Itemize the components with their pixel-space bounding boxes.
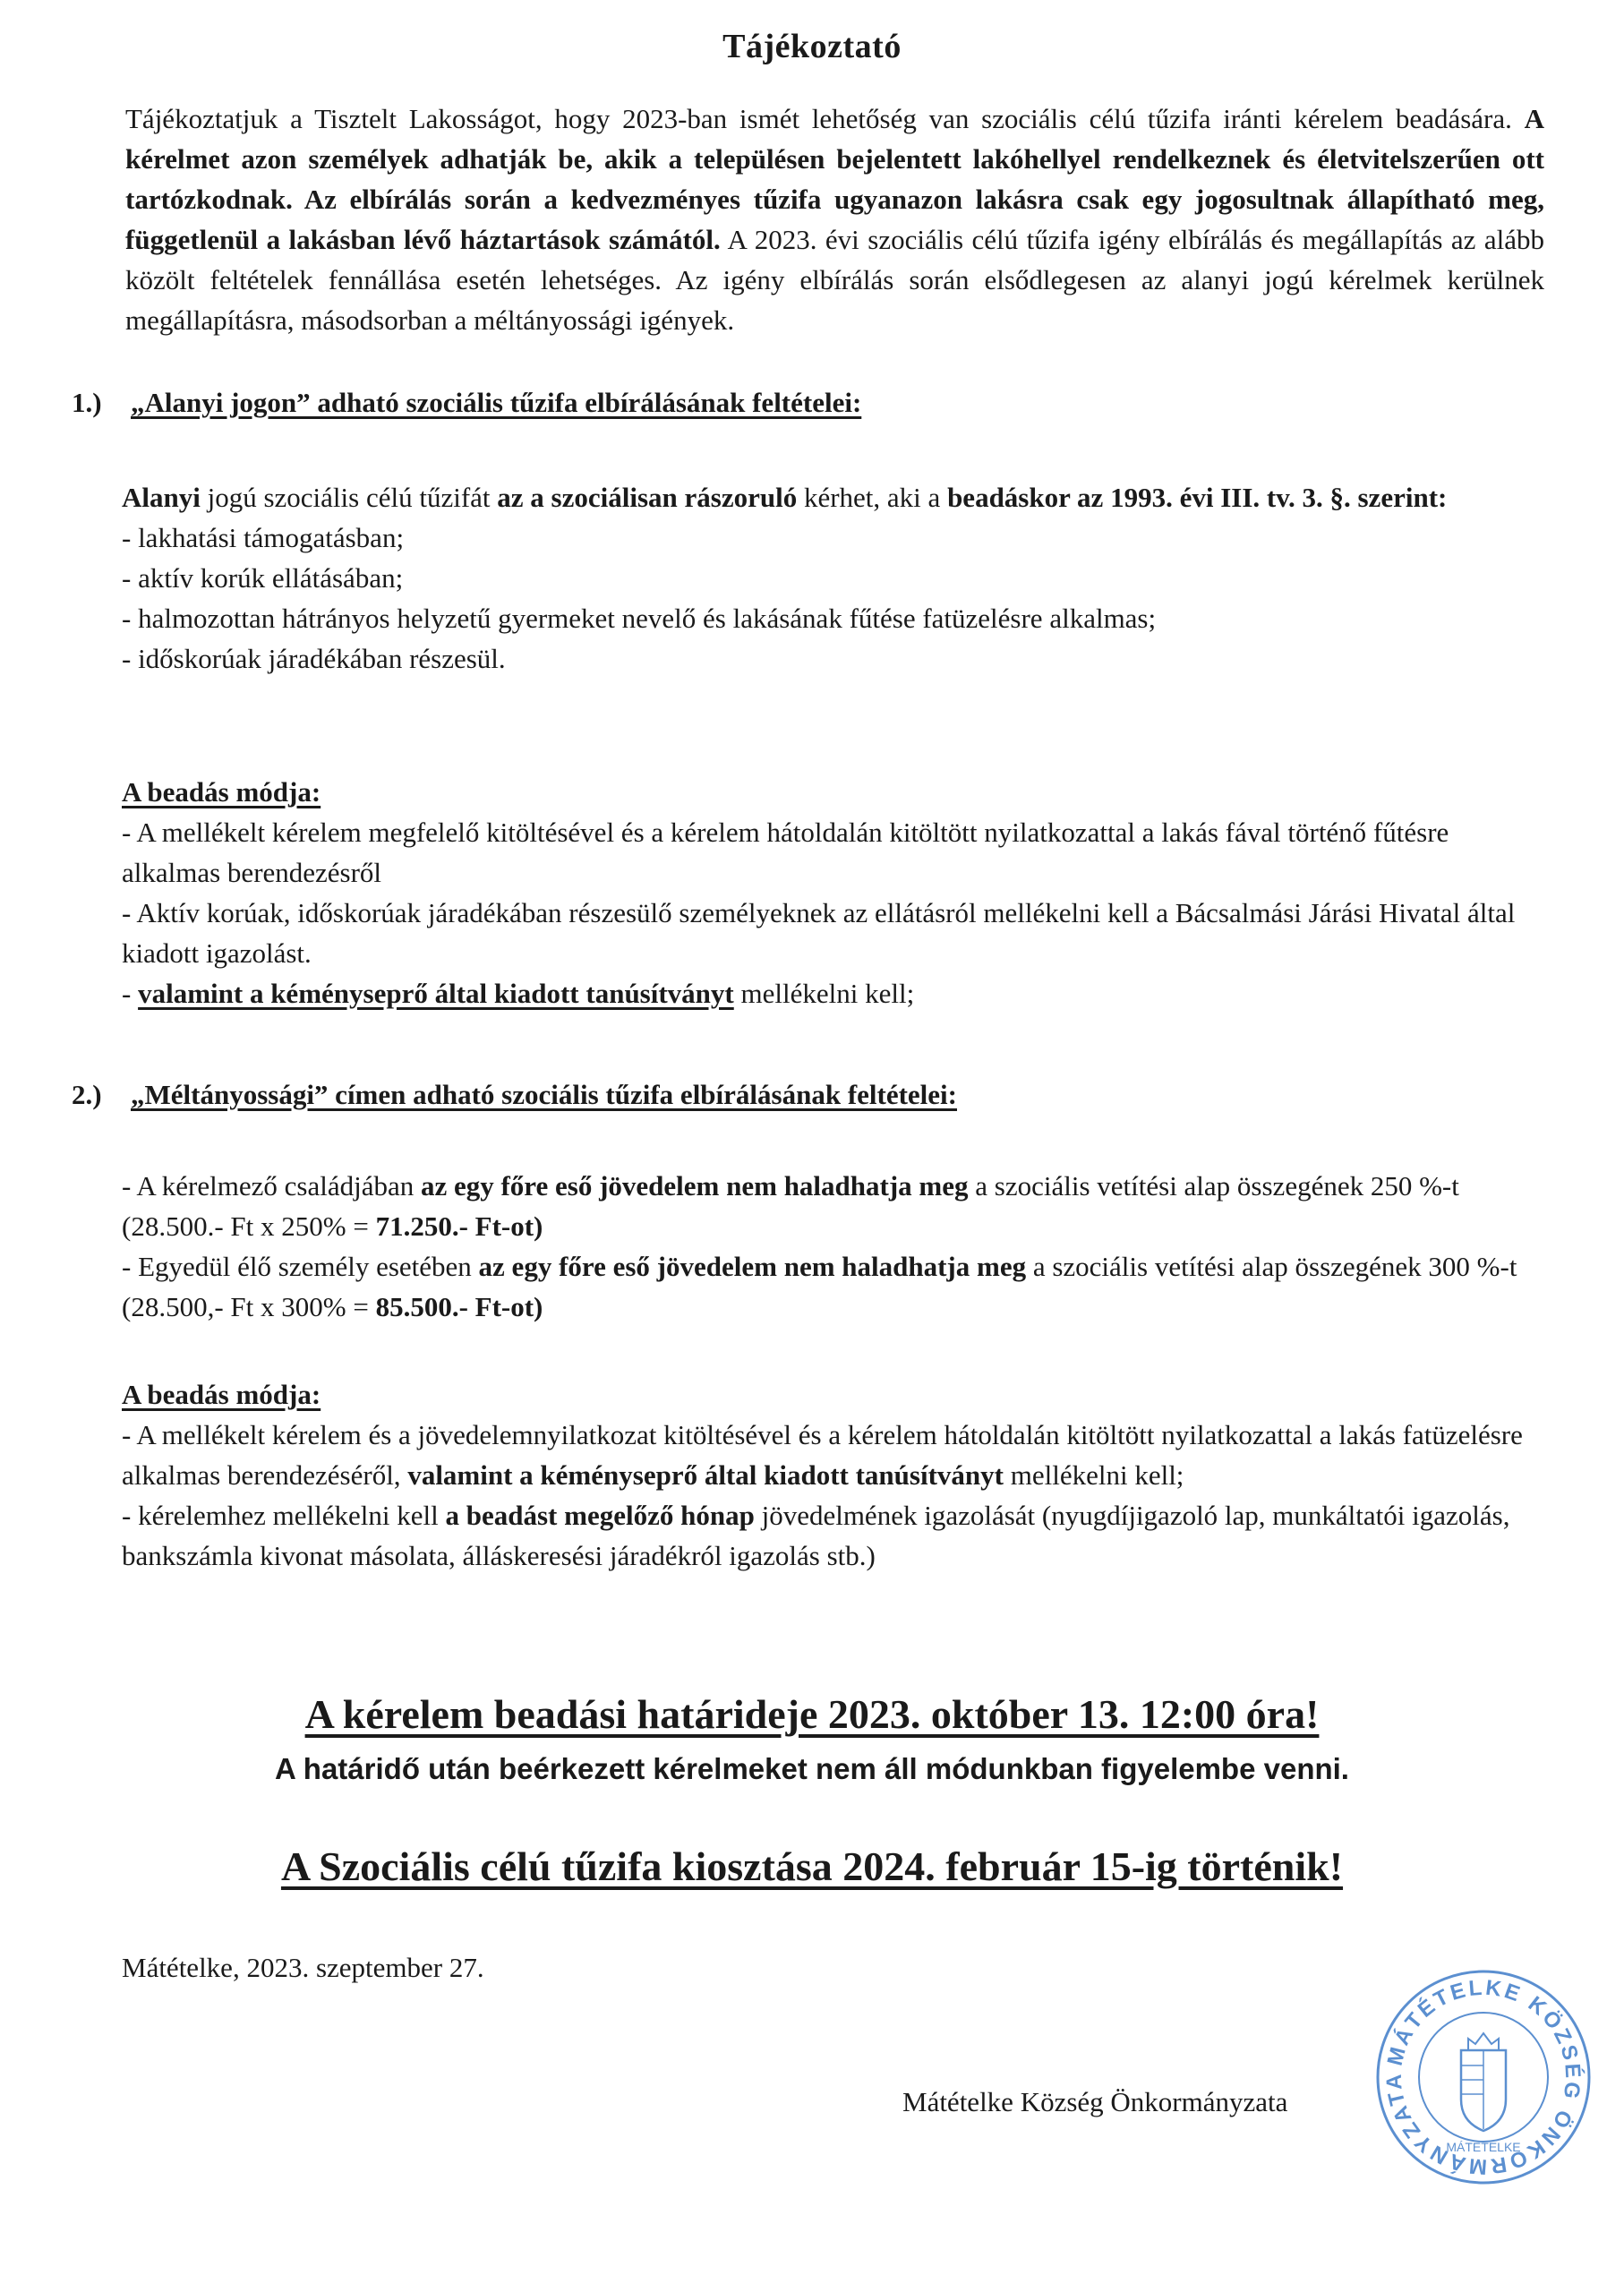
method1-text-2: mellékelni kell;	[1003, 1459, 1184, 1491]
list-item: - halmozottan hátrányos helyzetű gyermeket nevelő és lakásának fűtése fatüzelésre alkalmas;	[122, 603, 1157, 634]
rule1-text-1: - A kérelmező családjában	[122, 1170, 421, 1202]
rule2-bold-1: az egy főre eső jövedelem nem haladhatja meg	[478, 1251, 1027, 1282]
eligibility-bold-3: beadáskor az 1993. évi III. tv. 3. §. szerint:	[947, 482, 1448, 513]
method2-text-1: - kérelemhez mellékelni kell	[122, 1500, 446, 1531]
deadline-notice: A kérelem beadási határideje 2023. október 13. 12:00 óra!	[304, 1691, 1320, 1737]
document-title: Tájékoztató	[722, 28, 902, 65]
intro-bold-text: A kérelmet azon személyek adhatják be, akik a településen bejelentett lakóhellyel rendelkeznek és életvitelszerűen ott tartózkodnak. Az elbírálás során a kedvezményes tűzifa ugyanazon lakásra csak egy jogosultnak állapítható meg, függetlenül a lakásban lévő háztartások számától.	[125, 103, 1544, 255]
section2-method	[122, 1374, 1554, 1576]
section2-number: 2.)	[72, 1079, 102, 1110]
method2-text-2: jövedelmének igazolását (nyugdíjigazoló lap, munkáltatói igazolás, bankszámla kivonat másolata, álláskeresési járadékról igazolás stb.)	[122, 1500, 1510, 1571]
section1-eligibility	[122, 477, 1554, 679]
method-item: - A mellékelt kérelem megfelelő kitöltésével és a kérelem hátoldalán kitöltött nyilatkozattal a lakás fával történő fűtésre alkalmas berendezésről	[122, 817, 1449, 888]
rule1-bold-1: az egy főre eső jövedelem nem haladhatja meg	[420, 1170, 969, 1202]
eligibility-text-1: jogú szociális célú tűzifát	[200, 482, 498, 513]
rule1-text-2: a szociális vetítési alap összegének 250 %-t (28.500.- Ft x 250% =	[122, 1170, 1459, 1242]
method-last-bold: valamint a kéményseprő által kiadott tanúsítványt	[138, 978, 734, 1009]
section2-method-heading: A beadás módja:	[122, 1379, 321, 1410]
eligibility-text	[122, 477, 1554, 517]
intro-text-2: A 2023. évi szociális célú tűzifa igény elbírálás és megállapítás az alább közölt feltételek fennállása esetén lehetséges. Az igény elbírálás során elsődlegesen az alanyi jogú kérelmek kerülnek megállapításra, másodsorban a méltányossági igények.	[125, 224, 1544, 336]
eligibility-text-2: kérhet, aki a	[797, 482, 948, 513]
method1-bold: valamint a kéményseprő által kiadott tanúsítványt	[407, 1459, 1004, 1491]
method1-text-1: - A mellékelt kérelem és a jövedelemnyilatkozat kitöltésével és a kérelem hátoldalán kitöltött nyilatkozattal a lakás fatüzelésre alkalmas berendezéséről,	[122, 1419, 1523, 1491]
place-date: Mátételke, 2023. szeptember 27.	[122, 1952, 484, 1983]
stamp-text: MÁTÉTELKE KÖZSÉG ÖNKORMÁNYZATA	[1381, 1975, 1586, 2179]
official-stamp	[1372, 1965, 1595, 2189]
section2-heading	[72, 1079, 957, 1111]
intro-paragraph	[125, 98, 1544, 340]
method-item	[122, 1415, 1554, 1495]
section1-heading	[72, 387, 861, 419]
method-item: - Aktív korúak, időskorúak járadékában részesülő személyeknek az ellátásról mellékelni kell a Bácsalmási Járási Hivatal által kiadott igazolást.	[122, 897, 1516, 969]
stamp-inner-text: MÁTÉTELKE	[1446, 2140, 1521, 2154]
signer-name: Mátételke Község Önkormányzata	[902, 2086, 1288, 2117]
method-item	[122, 1495, 1554, 1576]
method-last-suffix: mellékelni kell;	[733, 978, 915, 1009]
section1-number: 1.)	[72, 387, 102, 418]
method-last-prefix: -	[122, 978, 139, 1009]
list-item: - lakhatási támogatásban;	[122, 522, 405, 553]
list-item: - aktív korúk ellátásában;	[122, 562, 404, 594]
rule-item	[122, 1166, 1554, 1246]
crown-icon	[1468, 2033, 1499, 2050]
method-item	[122, 973, 1554, 1013]
rule2-text-1: - Egyedül élő személy esetében	[122, 1251, 479, 1282]
section2-title: „Méltányossági” címen adható szociális tűzifa elbírálásának feltételei:	[131, 1079, 957, 1110]
section2-rules	[122, 1166, 1554, 1327]
eligibility-bold-1: Alanyi	[122, 482, 201, 513]
section1-method	[122, 772, 1554, 1013]
list-item: - időskorúak járadékában részesül.	[122, 643, 506, 674]
section1-title: „Alanyi jogon” adható szociális tűzifa elbírálásának feltételei:	[131, 387, 862, 418]
rule2-text-2: a szociális vetítési alap összegének 300 %-t (28.500,- Ft x 300% =	[122, 1251, 1517, 1322]
deadline-note: A határidő után beérkezett kérelmeket nem áll módunkban figyelembe venni.	[275, 1752, 1349, 1785]
rule2-bold-2: 85.500.- Ft-ot)	[375, 1291, 543, 1322]
intro-text-1: Tájékoztatjuk a Tisztelt Lakosságot, hogy 2023-ban ismét lehetőség van szociális célú tűzifa iránti kérelem beadására.	[125, 103, 1525, 134]
section1-method-heading: A beadás módja:	[122, 776, 321, 808]
method2-bold: a beadást megelőző hónap	[445, 1500, 755, 1531]
eligibility-bold-2: az a szociálisan rászoruló	[497, 482, 798, 513]
rule1-bold-2: 71.250.- Ft-ot)	[375, 1210, 543, 1242]
distribution-notice: A Szociális célú tűzifa kiosztása 2024. február 15-ig történik!	[280, 1843, 1344, 1889]
rule-item	[122, 1246, 1554, 1327]
